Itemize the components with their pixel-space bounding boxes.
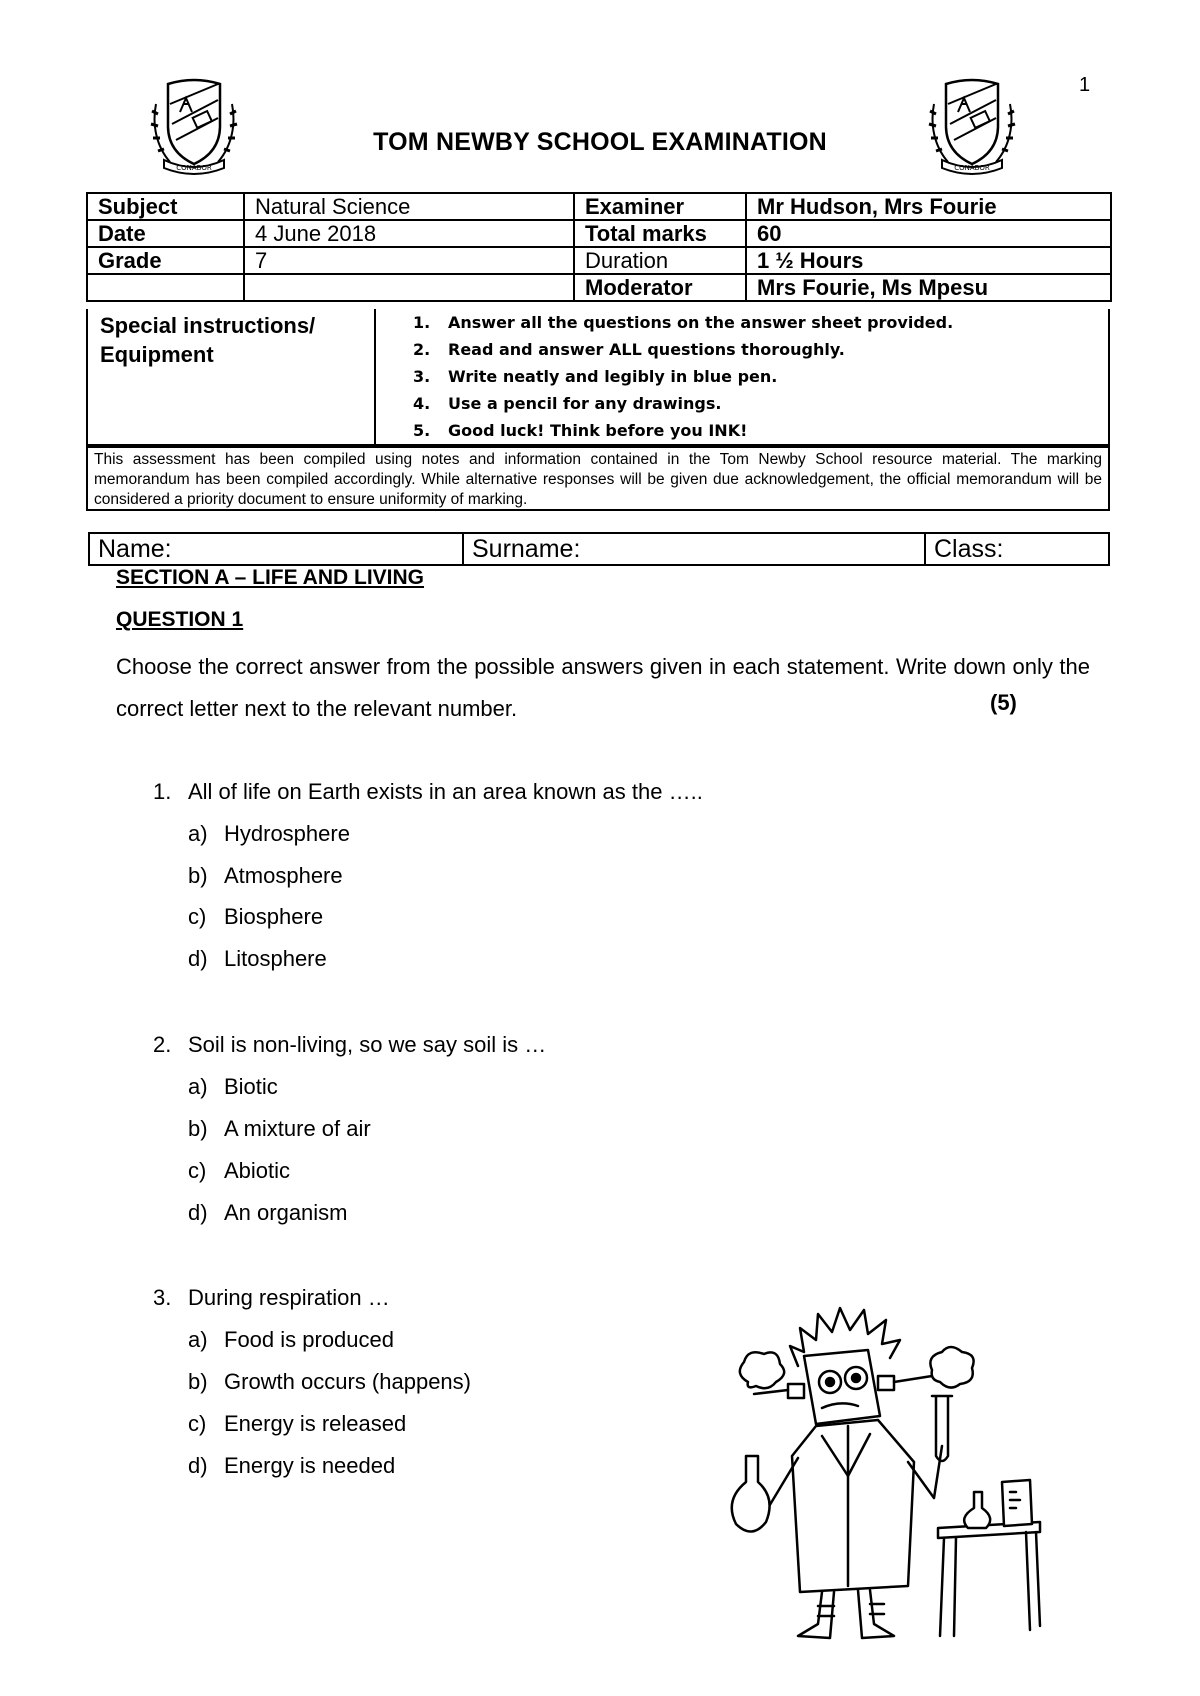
list-item: 3. Write neatly and legibly in blue pen. — [413, 367, 778, 386]
page-number: 1 — [1079, 74, 1091, 96]
school-crest-logo-right — [928, 74, 1016, 176]
class-field[interactable]: Class: — [934, 535, 1004, 563]
question-instructions: Choose the correct answer from the possible answers given in each statement. Write down only the correct letter next to the relevant number. — [116, 654, 1090, 721]
special-label-line2: Equipment — [100, 342, 214, 367]
subject-value: Natural Science — [244, 193, 574, 220]
table-row — [87, 193, 1111, 220]
exam-info-table — [86, 192, 1112, 302]
answer-option: a) Food is produced — [188, 1327, 394, 1352]
total-marks-value: 60 — [746, 220, 1111, 247]
list-item: 5. Good luck! Think before you INK! — [413, 421, 748, 440]
answer-option: c) Biosphere — [188, 904, 324, 929]
answer-option: a) Biotic — [188, 1074, 278, 1099]
question-heading: QUESTION 1 — [116, 608, 244, 631]
crest-motto: CONABOR — [954, 164, 990, 172]
special-label-line1: Special instructions/ — [100, 313, 316, 338]
question-text: All of life on Earth exists in an area known as the ….. — [188, 779, 703, 804]
total-marks-label: Total marks — [574, 220, 746, 247]
assessment-disclaimer: This assessment has been compiled using notes and information contained in the Tom Newby School resource material. The marking memorandum has been compiled accordingly. While alternative responses will be given due acknowledgement, the official memorandum will be considered a priority document to ensure uniformity of marking. — [86, 446, 1110, 511]
grade-value: 7 — [244, 247, 574, 274]
answer-option: d) Energy is needed — [188, 1453, 396, 1478]
list-item: 2. Read and answer ALL questions thoroughly. — [413, 340, 845, 359]
grade-label: Grade — [87, 247, 244, 274]
duration-label: Duration — [574, 247, 746, 274]
answer-option: b) A mixture of air — [188, 1116, 371, 1141]
answer-option: c) Abiotic — [188, 1158, 291, 1183]
answer-option: b) Growth occurs (happens) — [188, 1369, 471, 1394]
examiner-label: Examiner — [574, 193, 746, 220]
name-field[interactable]: Name: — [90, 534, 464, 564]
surname-field[interactable]: Surname: — [464, 534, 926, 564]
exam-title: TOM NEWBY SCHOOL EXAMINATION — [373, 128, 827, 156]
table-row — [87, 247, 1111, 274]
question-text: Soil is non-living, so we say soil is … — [188, 1032, 547, 1057]
special-instructions-label — [88, 309, 376, 444]
duration-value: 1 ½ Hours — [746, 247, 1111, 274]
date-label: Date — [87, 220, 244, 247]
student-details-row — [88, 532, 1110, 566]
question-marks: (5) — [990, 690, 1017, 715]
moderator-value: Mrs Fourie, Ms Mpesu — [746, 274, 1111, 301]
section-heading: SECTION A – LIFE AND LIVING — [116, 566, 425, 589]
table-row — [87, 220, 1111, 247]
question-text: During respiration … — [188, 1285, 390, 1310]
special-instructions-list — [413, 309, 953, 444]
answer-option: a) Hydrosphere — [188, 821, 350, 846]
subject-label: Subject — [87, 193, 244, 220]
moderator-label: Moderator — [574, 274, 746, 301]
list-item: 1. Answer all the questions on the answer sheet provided. — [413, 313, 954, 332]
list-item: 4. Use a pencil for any drawings. — [413, 394, 722, 413]
table-row — [87, 274, 1111, 301]
answer-option: b) Atmosphere — [188, 863, 343, 888]
examiner-value: Mr Hudson, Mrs Fourie — [746, 193, 1111, 220]
answer-option: d) An organism — [188, 1200, 348, 1225]
crest-motto: CONABOR — [176, 164, 212, 172]
mad-scientist-cartoon-illustration — [718, 1286, 1042, 1648]
answer-option: d) Litosphere — [188, 946, 327, 971]
answer-option: c) Energy is released — [188, 1411, 407, 1436]
date-value: 4 June 2018 — [244, 220, 574, 247]
empty-cell — [244, 274, 574, 301]
school-crest-logo — [150, 74, 238, 176]
empty-cell — [87, 274, 244, 301]
special-instructions-box — [86, 309, 1110, 446]
